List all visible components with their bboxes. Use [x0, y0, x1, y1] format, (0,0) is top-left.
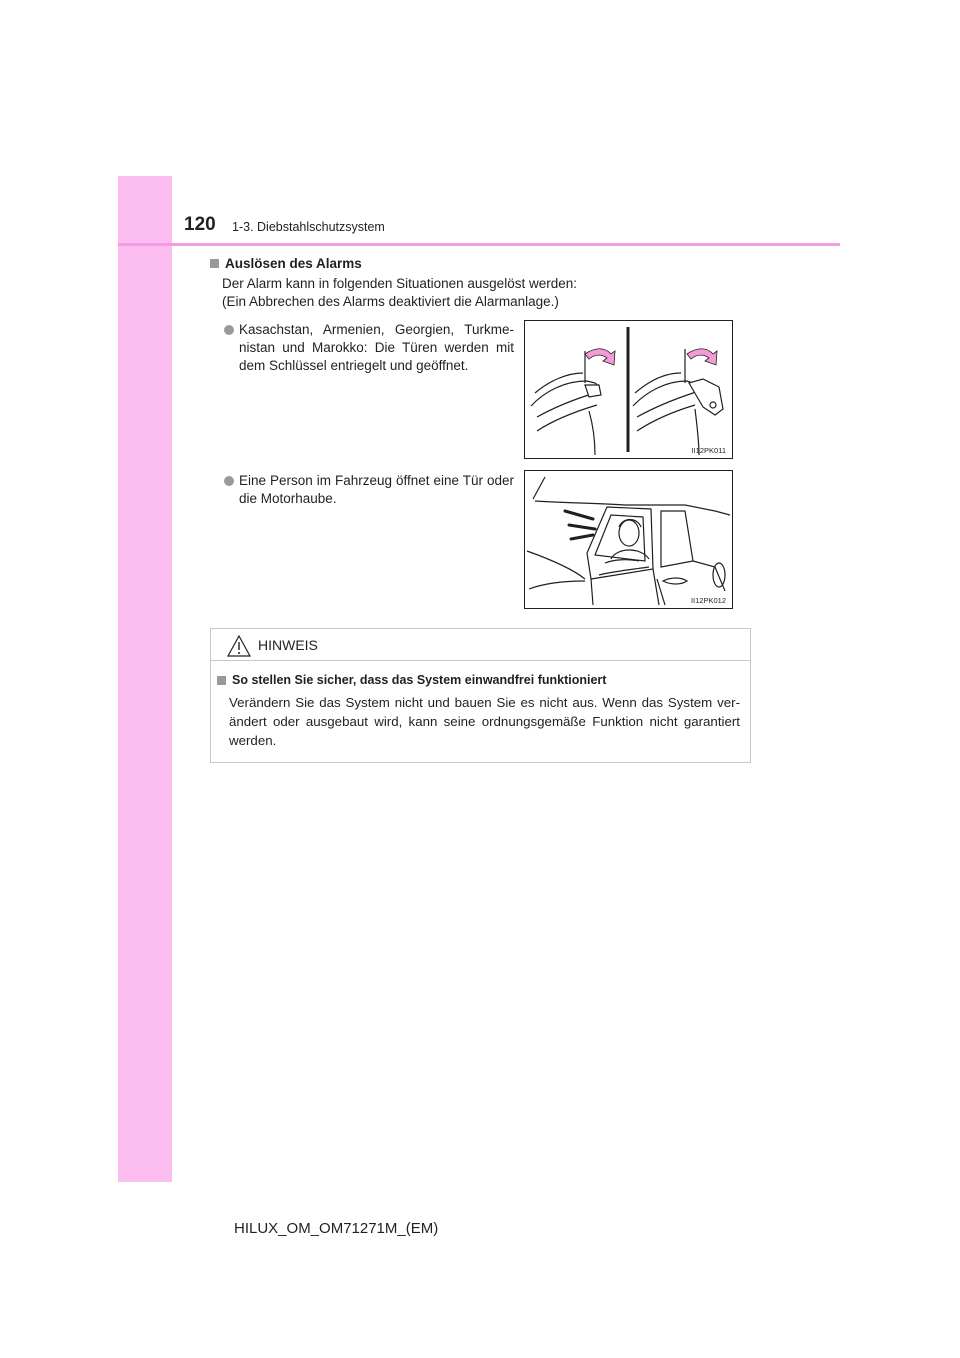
alarm-intro-line2: (Ein Abbrechen des Alarms deaktiviert die Alarmanlage.) [222, 294, 559, 309]
figure-person-opening-door [524, 470, 733, 609]
footer-doc-code: HILUX_OM_OM71271M_(EM) [234, 1220, 439, 1237]
notice-box [210, 628, 751, 763]
alarm-item-text: Eine Person im Fahrzeug öffnet eine Tür oder die Motorhaube. [239, 473, 514, 506]
header-rule [118, 243, 840, 246]
person-opening-door-illustration [525, 471, 732, 608]
notice-body: Verändern Sie das System nicht und bauen Sie es nicht aus. Wenn das System verändert oder ausgebaut wird, kann seine ordnungsgemäße Funktion nicht garantiert werden. [229, 695, 740, 748]
round-bullet-icon [224, 325, 234, 335]
side-tab-band [118, 176, 172, 1182]
alarm-heading-text: Auslösen des Alarms [225, 256, 362, 271]
warning-triangle-icon [227, 635, 251, 657]
figure-code: II12PK012 [690, 596, 726, 605]
section-title: 1-3. Diebstahlschutzsystem [232, 220, 385, 234]
notice-heading-text: So stellen Sie sicher, dass das System einwandfrei funktioniert [232, 673, 607, 687]
square-bullet-icon [210, 259, 219, 268]
alarm-item-text: Kasachstan, Armenien, Georgien, Turkmenistan und Marokko: Die Türen werden mit dem Schlüssel entriegelt und geöffnet. [239, 322, 514, 373]
notice-header [211, 629, 750, 661]
round-bullet-icon [224, 476, 234, 486]
alarm-item-key-unlock [224, 321, 514, 375]
figure-key-in-door-lock [524, 320, 733, 459]
page-number: 120 [184, 214, 216, 235]
alarm-intro-line1: Der Alarm kann in folgenden Situationen ausgelöst werden: [222, 276, 577, 291]
figure-code: II12PK011 [691, 446, 726, 455]
square-bullet-icon [217, 676, 226, 685]
notice-title: HINWEIS [258, 637, 318, 653]
alarm-item-person-inside [224, 472, 514, 508]
alarm-heading [210, 256, 362, 271]
notice-heading [217, 673, 606, 687]
door-handle-key-illustration [525, 321, 732, 458]
